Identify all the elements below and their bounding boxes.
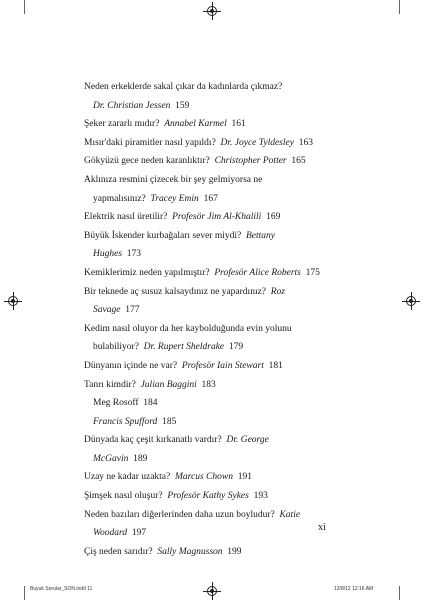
registration-mark-top <box>207 6 217 16</box>
toc-question: Şeker zararlı mıdır? <box>84 119 160 130</box>
toc-question: Kedim nasıl oluyor da her kaybolduğunda evin yolunu <box>84 323 292 334</box>
toc-entry <box>84 357 364 376</box>
toc-entry <box>84 468 364 487</box>
toc-author: Sally Magnusson <box>157 546 223 557</box>
toc-entry <box>84 431 364 450</box>
toc-question: yapmalısınız? <box>93 193 146 204</box>
toc-author: Bettany <box>245 230 275 241</box>
toc-page: 189 <box>133 453 148 464</box>
toc-author: Savage <box>93 305 121 316</box>
toc-entry <box>84 264 364 283</box>
toc-author: Dr. George <box>226 435 269 446</box>
toc-question: Aklınıza resmini çizecek bir şey gelmiyorsa ne <box>84 174 263 185</box>
toc-question: Mısır'daki piramitler nasıl yapıldı? <box>84 137 216 148</box>
toc-author: Marcus Chown <box>175 472 233 483</box>
toc-question: Kemiklerimiz neden yapılmıştır? <box>84 267 210 278</box>
table-of-contents <box>84 78 364 561</box>
crop-mark <box>399 586 400 600</box>
toc-entry <box>84 543 364 562</box>
toc-question: Dünyanın içinde ne var? <box>84 360 178 371</box>
toc-page: 169 <box>266 212 281 223</box>
registration-mark-left <box>8 296 18 306</box>
toc-page: 183 <box>201 379 216 390</box>
toc-page: 167 <box>203 193 218 204</box>
toc-question: bulabiliyor? <box>93 342 139 353</box>
toc-entry <box>84 301 364 320</box>
toc-page: 184 <box>143 398 158 409</box>
toc-question: Bir teknede aç susuz kalsaydınız ne yapardınız? <box>84 286 267 297</box>
toc-entry <box>84 134 364 153</box>
slug-datetime: 12/8/12 12:16 AM <box>334 586 374 592</box>
toc-question: Uzay ne kadar uzakta? <box>84 472 171 483</box>
toc-entry <box>84 413 364 432</box>
toc-author: Profesör Jim Al-Khalili <box>172 212 262 223</box>
toc-page: 159 <box>175 100 190 111</box>
toc-entry <box>84 394 364 413</box>
toc-author: Tracey Emin <box>150 193 199 204</box>
toc-entry <box>84 283 364 302</box>
toc-question: Neden erkeklerde sakal çıkar da kadınlarda çıkmaz? <box>84 82 283 92</box>
toc-page: 163 <box>298 137 313 148</box>
toc-entry <box>84 208 364 227</box>
toc-entry <box>84 245 364 264</box>
toc-entry <box>84 171 364 190</box>
toc-page: 185 <box>162 416 177 427</box>
toc-entry <box>84 97 364 116</box>
toc-author: Dr. Joyce Tyldesley <box>220 137 294 148</box>
toc-entry <box>84 227 364 246</box>
toc-entry <box>84 152 364 171</box>
toc-author: Hughes <box>93 249 123 260</box>
toc-page: 197 <box>131 528 147 539</box>
toc-page: 199 <box>227 546 242 557</box>
toc-question: Tanrı kimdir? <box>84 379 136 390</box>
toc-author: Profesör Iain Stewart <box>181 360 264 371</box>
toc-entry <box>84 376 364 395</box>
toc-page: 173 <box>126 249 142 260</box>
toc-question: Şimşek nasıl oluşur? <box>84 491 163 502</box>
toc-author: Dr. Christian Jessen <box>93 100 171 111</box>
toc-page: 175 <box>305 267 320 278</box>
toc-entry <box>84 190 364 209</box>
page-number: xi <box>318 522 326 533</box>
toc-entry <box>84 320 364 339</box>
crop-mark <box>399 0 400 14</box>
toc-entry <box>84 450 364 469</box>
toc-question: Neden bazıları diğerlerinden daha uzun boyludur? <box>84 509 275 520</box>
toc-question: Dünyada kaç çeşit kırkanatlı vardır? <box>84 435 222 446</box>
slug-filename: Buyuk Sorular_SON.indd 11 <box>30 586 93 592</box>
toc-question: Büyük İskender kurbağaları sever miydi? <box>84 230 242 241</box>
toc-author: Katie <box>279 509 301 520</box>
toc-question: Gökyüzü gece neden karanlıktır? <box>84 156 210 167</box>
toc-page: 179 <box>228 342 244 353</box>
registration-mark-right <box>406 296 416 306</box>
toc-entry <box>84 78 364 97</box>
registration-mark-bottom <box>207 586 217 596</box>
toc-question: Çiş neden sarıdır? <box>84 546 153 557</box>
toc-author: Woodard <box>93 528 128 539</box>
toc-author: Annabel Karmel <box>164 119 227 130</box>
crop-mark <box>24 586 25 600</box>
toc-page: 191 <box>237 472 252 483</box>
crop-mark <box>24 0 25 14</box>
toc-entry <box>84 115 364 134</box>
toc-page: 177 <box>125 305 140 316</box>
toc-question: Elektrik nasıl üretilir? <box>84 212 168 223</box>
toc-entry <box>84 487 364 506</box>
toc-author: Francis Spufford <box>93 416 158 427</box>
toc-author: Profesör Alice Roberts <box>214 267 301 278</box>
toc-author: Profesör Kathy Sykes <box>167 491 249 502</box>
toc-page: 165 <box>291 156 306 167</box>
toc-author: Dr. Rupert Sheldrake <box>143 342 225 353</box>
toc-page: 181 <box>268 360 283 371</box>
toc-author: McGavin <box>93 453 129 464</box>
toc-page: 161 <box>231 119 246 130</box>
toc-question: Meg Rosoff <box>93 398 139 409</box>
toc-author: Julian Baggini <box>140 379 197 390</box>
toc-page: 193 <box>253 491 268 502</box>
toc-entry <box>84 338 364 357</box>
toc-author: Christopher Potter <box>214 156 287 167</box>
toc-author: Roz <box>270 286 286 297</box>
